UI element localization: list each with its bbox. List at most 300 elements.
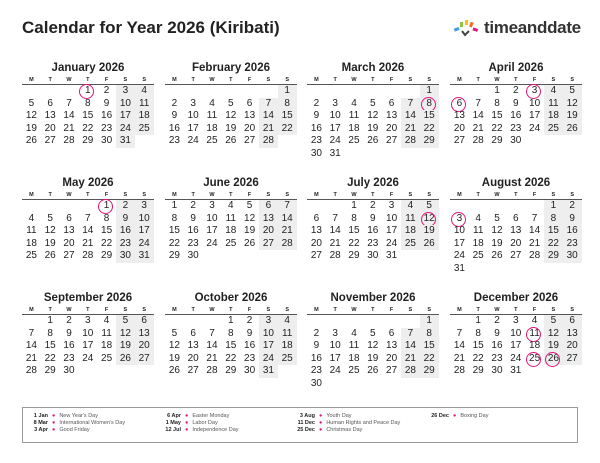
day-cell[interactable]: 24 [259, 353, 278, 366]
holiday-day[interactable]: 8 [420, 98, 439, 111]
day-cell[interactable]: 17 [135, 225, 154, 238]
day-cell[interactable]: 19 [367, 122, 379, 134]
day-cell[interactable]: 27 [563, 353, 582, 366]
day-cell[interactable]: 24 [206, 237, 218, 249]
day-cell[interactable]: 23 [101, 122, 113, 134]
day-cell[interactable]: 7 [259, 98, 278, 111]
day-cell[interactable]: 15 [225, 340, 237, 351]
day-cell[interactable]: 20 [563, 340, 582, 353]
day-cell[interactable]: 11 [206, 110, 218, 121]
day-cell[interactable]: 22 [101, 237, 113, 249]
day-cell[interactable]: 16 [244, 340, 256, 351]
day-cell[interactable]: 6 [47, 97, 53, 109]
day-cell[interactable]: 18 [25, 237, 37, 249]
day-cell[interactable]: 19 [420, 225, 439, 238]
day-cell[interactable]: 27 [187, 365, 199, 376]
day-cell[interactable]: 23 [491, 352, 503, 364]
day-cell[interactable]: 15 [278, 110, 297, 123]
day-cell[interactable]: 10 [329, 110, 341, 121]
day-cell[interactable]: 22 [544, 238, 563, 251]
day-cell[interactable]: 27 [453, 135, 465, 146]
day-cell[interactable]: 28 [206, 365, 218, 376]
day-cell[interactable]: 23 [563, 238, 582, 251]
day-cell[interactable]: 26 [491, 250, 503, 261]
day-cell[interactable]: 7 [209, 327, 215, 339]
day-cell[interactable]: 13 [310, 225, 322, 236]
day-cell[interactable]: 5 [420, 200, 439, 213]
day-cell[interactable]: 27 [244, 135, 256, 146]
day-cell[interactable]: 18 [544, 110, 563, 123]
day-cell[interactable]: 6 [135, 315, 154, 328]
day-cell[interactable]: 17 [259, 340, 278, 353]
day-cell[interactable]: 3 [209, 200, 215, 211]
day-cell[interactable]: 20 [310, 237, 322, 249]
day-cell[interactable]: 11 [401, 213, 420, 226]
day-cell[interactable]: 1 [494, 85, 500, 96]
day-cell[interactable]: 28 [453, 365, 465, 376]
day-cell[interactable]: 11 [26, 225, 37, 236]
day-cell[interactable]: 27 [135, 353, 154, 366]
day-cell[interactable]: 11 [544, 98, 563, 111]
day-cell[interactable]: 10 [187, 110, 199, 121]
day-cell[interactable]: 6 [388, 327, 395, 339]
day-cell[interactable]: 23 [367, 237, 379, 249]
day-cell[interactable]: 28 [401, 365, 420, 378]
day-cell[interactable]: 26 [367, 365, 379, 376]
day-cell[interactable]: 11 [473, 225, 484, 236]
day-cell[interactable]: 9 [370, 212, 376, 224]
day-cell[interactable]: 24 [329, 365, 341, 376]
day-cell[interactable]: 17 [453, 237, 465, 249]
day-cell[interactable]: 16 [491, 340, 503, 351]
day-cell[interactable]: 19 [563, 110, 582, 123]
day-cell[interactable]: 28 [472, 135, 484, 146]
day-cell[interactable]: 26 [420, 238, 439, 251]
day-cell[interactable]: 5 [370, 327, 376, 339]
holiday-day[interactable]: 6 [450, 98, 469, 111]
day-cell[interactable]: 20 [259, 225, 278, 238]
day-cell[interactable]: 19 [225, 122, 237, 134]
day-cell[interactable]: 10 [259, 328, 278, 341]
day-cell[interactable]: 28 [63, 135, 75, 146]
day-cell[interactable]: 25 [472, 250, 484, 261]
day-cell[interactable]: 23 [244, 352, 256, 364]
day-cell[interactable]: 13 [244, 110, 256, 121]
holiday-day[interactable]: 26 [544, 353, 563, 366]
day-cell[interactable]: 2 [513, 85, 519, 96]
day-cell[interactable]: 19 [116, 340, 135, 353]
day-cell[interactable]: 20 [63, 237, 75, 249]
day-cell[interactable]: 5 [494, 212, 500, 224]
day-cell[interactable]: 5 [370, 97, 376, 109]
day-cell[interactable]: 10 [206, 212, 218, 224]
day-cell[interactable]: 9 [563, 213, 582, 226]
day-cell[interactable]: 30 [310, 377, 322, 389]
day-cell[interactable]: 15 [44, 340, 56, 351]
day-cell[interactable]: 12 [491, 225, 503, 236]
day-cell[interactable]: 22 [168, 237, 180, 249]
day-cell[interactable]: 26 [168, 365, 180, 376]
day-cell[interactable]: 24 [386, 237, 398, 249]
day-cell[interactable]: 2 [190, 200, 196, 211]
day-cell[interactable]: 21 [453, 352, 465, 364]
day-cell[interactable]: 26 [367, 135, 379, 146]
day-cell[interactable]: 31 [329, 147, 341, 159]
day-cell[interactable]: 2 [313, 97, 320, 109]
day-cell[interactable]: 17 [206, 225, 218, 236]
day-cell[interactable]: 23 [116, 238, 135, 251]
day-cell[interactable]: 6 [513, 212, 519, 224]
day-cell[interactable]: 14 [206, 340, 218, 351]
day-cell[interactable]: 9 [313, 110, 320, 121]
day-cell[interactable]: 15 [82, 110, 94, 121]
day-cell[interactable]: 9 [66, 327, 72, 339]
day-cell[interactable]: 29 [225, 365, 237, 376]
day-cell[interactable]: 25 [544, 123, 563, 136]
day-cell[interactable]: 25 [135, 123, 154, 136]
day-cell[interactable]: 29 [420, 365, 439, 378]
day-cell[interactable]: 20 [453, 122, 465, 134]
day-cell[interactable]: 2 [313, 327, 320, 339]
day-cell[interactable]: 26 [244, 237, 256, 249]
day-cell[interactable]: 28 [259, 135, 278, 148]
day-cell[interactable]: 4 [531, 315, 538, 326]
day-cell[interactable]: 12 [563, 98, 582, 111]
day-cell[interactable]: 6 [313, 212, 320, 224]
day-cell[interactable]: 24 [510, 352, 522, 364]
day-cell[interactable]: 10 [329, 340, 341, 351]
day-cell[interactable]: 5 [544, 315, 563, 328]
day-cell[interactable]: 12 [367, 110, 379, 121]
day-cell[interactable]: 22 [420, 123, 439, 136]
day-cell[interactable]: 3 [332, 97, 338, 109]
day-cell[interactable]: 7 [332, 212, 338, 224]
day-cell[interactable]: 24 [329, 135, 341, 146]
day-cell[interactable]: 17 [329, 122, 341, 134]
day-cell[interactable]: 15 [420, 110, 439, 123]
day-cell[interactable]: 23 [310, 135, 322, 146]
day-cell[interactable]: 21 [472, 122, 484, 134]
day-cell[interactable]: 29 [420, 135, 439, 148]
day-cell[interactable]: 27 [63, 250, 75, 261]
timeanddate-logo[interactable] [452, 18, 581, 38]
day-cell[interactable]: 12 [225, 110, 237, 121]
day-cell[interactable]: 17 [529, 110, 541, 121]
day-cell[interactable]: 10 [386, 212, 398, 224]
day-cell[interactable]: 17 [510, 340, 522, 351]
day-cell[interactable]: 22 [472, 352, 484, 364]
day-cell[interactable]: 6 [259, 200, 278, 213]
day-cell[interactable]: 21 [529, 237, 541, 249]
day-cell[interactable]: 15 [420, 340, 439, 353]
day-cell[interactable]: 20 [386, 122, 398, 134]
day-cell[interactable]: 14 [63, 110, 75, 121]
day-cell[interactable]: 16 [168, 122, 180, 134]
day-cell[interactable]: 29 [472, 365, 484, 376]
holiday-day[interactable]: 1 [97, 200, 116, 213]
day-cell[interactable]: 21 [82, 237, 94, 249]
day-cell[interactable]: 7 [85, 212, 91, 224]
day-cell[interactable]: 21 [278, 225, 297, 238]
day-cell[interactable]: 8 [85, 97, 91, 109]
day-cell[interactable]: 24 [453, 250, 465, 261]
day-cell[interactable]: 28 [82, 250, 94, 261]
day-cell[interactable]: 27 [386, 365, 398, 376]
day-cell[interactable]: 9 [171, 110, 178, 121]
day-cell[interactable]: 27 [44, 135, 56, 146]
day-cell[interactable]: 7 [531, 212, 538, 224]
day-cell[interactable]: 18 [135, 110, 154, 123]
day-cell[interactable]: 5 [246, 200, 253, 211]
day-cell[interactable]: 26 [116, 353, 135, 366]
day-cell[interactable]: 14 [401, 110, 420, 123]
day-cell[interactable]: 10 [82, 327, 94, 339]
day-cell[interactable]: 25 [225, 237, 237, 249]
day-cell[interactable]: 12 [168, 340, 180, 351]
day-cell[interactable]: 31 [510, 365, 522, 376]
day-cell[interactable]: 7 [401, 98, 420, 111]
day-cell[interactable]: 19 [367, 352, 379, 364]
day-cell[interactable]: 1 [544, 200, 563, 213]
day-cell[interactable]: 4 [135, 85, 154, 98]
day-cell[interactable]: 27 [386, 135, 398, 146]
day-cell[interactable]: 21 [63, 122, 75, 134]
day-cell[interactable]: 12 [25, 110, 37, 121]
day-cell[interactable]: 17 [187, 122, 199, 134]
day-cell[interactable]: 25 [348, 365, 360, 376]
day-cell[interactable]: 7 [456, 327, 463, 339]
day-cell[interactable]: 10 [453, 225, 465, 236]
day-cell[interactable]: 23 [187, 237, 199, 249]
day-cell[interactable]: 18 [225, 225, 237, 236]
day-cell[interactable]: 19 [491, 237, 503, 249]
day-cell[interactable]: 1 [475, 315, 481, 326]
holiday-day[interactable]: 11 [525, 328, 544, 341]
day-cell[interactable]: 8 [228, 327, 234, 339]
day-cell[interactable]: 29 [491, 135, 503, 146]
day-cell[interactable]: 24 [187, 135, 199, 146]
day-cell[interactable]: 16 [310, 122, 322, 134]
day-cell[interactable]: 3 [332, 327, 338, 339]
day-cell[interactable]: 11 [135, 98, 154, 111]
day-cell[interactable]: 28 [401, 135, 420, 148]
day-cell[interactable]: 19 [544, 340, 563, 353]
day-cell[interactable]: 26 [225, 135, 237, 146]
day-cell[interactable]: 10 [116, 98, 135, 111]
day-cell[interactable]: 21 [25, 352, 37, 364]
holiday-day[interactable]: 3 [450, 213, 469, 226]
day-cell[interactable]: 29 [348, 250, 360, 261]
day-cell[interactable]: 30 [244, 365, 256, 376]
day-cell[interactable]: 16 [563, 225, 582, 238]
day-cell[interactable]: 22 [82, 122, 94, 134]
day-cell[interactable]: 29 [82, 135, 94, 146]
day-cell[interactable]: 4 [209, 97, 215, 109]
day-cell[interactable]: 26 [563, 123, 582, 136]
day-cell[interactable]: 28 [529, 250, 541, 261]
day-cell[interactable]: 21 [401, 123, 420, 136]
day-cell[interactable]: 8 [47, 327, 53, 339]
day-cell[interactable]: 13 [453, 110, 465, 121]
day-cell[interactable]: 13 [510, 225, 522, 236]
day-cell[interactable]: 4 [228, 200, 234, 211]
day-cell[interactable]: 15 [544, 225, 563, 238]
day-cell[interactable]: 3 [388, 200, 395, 211]
day-cell[interactable]: 9 [246, 327, 253, 339]
day-cell[interactable]: 7 [278, 200, 297, 213]
day-cell[interactable]: 12 [44, 225, 56, 236]
day-cell[interactable]: 24 [529, 122, 541, 134]
day-cell[interactable]: 28 [25, 365, 37, 376]
day-cell[interactable]: 26 [44, 250, 56, 261]
day-cell[interactable]: 17 [386, 225, 398, 236]
day-cell[interactable]: 16 [63, 340, 75, 351]
day-cell[interactable]: 3 [190, 97, 196, 109]
day-cell[interactable]: 5 [171, 327, 178, 339]
day-cell[interactable]: 13 [44, 110, 56, 121]
day-cell[interactable]: 22 [491, 122, 503, 134]
day-cell[interactable]: 8 [475, 327, 481, 339]
day-cell[interactable]: 5 [47, 212, 53, 224]
day-cell[interactable]: 11 [101, 327, 112, 339]
day-cell[interactable]: 13 [135, 328, 154, 341]
day-cell[interactable]: 15 [472, 340, 484, 351]
day-cell[interactable]: 14 [278, 213, 297, 226]
day-cell[interactable]: 1 [278, 85, 297, 98]
day-cell[interactable]: 11 [225, 212, 236, 224]
day-cell[interactable]: 4 [278, 315, 297, 328]
day-cell[interactable]: 29 [44, 365, 56, 376]
day-cell[interactable]: 3 [259, 315, 278, 328]
day-cell[interactable]: 19 [25, 122, 37, 134]
day-cell[interactable]: 16 [116, 225, 135, 238]
day-cell[interactable]: 13 [386, 110, 398, 121]
day-cell[interactable]: 25 [401, 238, 420, 251]
day-cell[interactable]: 30 [563, 250, 582, 263]
day-cell[interactable]: 8 [351, 212, 357, 224]
day-cell[interactable]: 8 [103, 212, 110, 224]
day-cell[interactable]: 15 [101, 225, 113, 236]
day-cell[interactable]: 2 [370, 200, 376, 211]
day-cell[interactable]: 18 [401, 225, 420, 238]
day-cell[interactable]: 11 [348, 110, 360, 121]
day-cell[interactable]: 30 [116, 250, 135, 263]
day-cell[interactable]: 15 [348, 225, 360, 236]
day-cell[interactable]: 27 [510, 250, 522, 261]
day-cell[interactable]: 13 [386, 340, 398, 351]
day-cell[interactable]: 30 [367, 250, 379, 261]
day-cell[interactable]: 18 [472, 237, 484, 249]
day-cell[interactable]: 23 [310, 365, 322, 376]
day-cell[interactable]: 21 [259, 123, 278, 136]
day-cell[interactable]: 20 [135, 340, 154, 353]
day-cell[interactable]: 14 [82, 225, 94, 236]
day-cell[interactable]: 14 [329, 225, 341, 236]
day-cell[interactable]: 30 [101, 135, 113, 146]
day-cell[interactable]: 6 [66, 212, 72, 224]
day-cell[interactable]: 13 [563, 328, 582, 341]
day-cell[interactable]: 4 [401, 200, 420, 213]
day-cell[interactable]: 7 [475, 97, 481, 109]
day-cell[interactable]: 7 [66, 97, 72, 109]
day-cell[interactable]: 18 [529, 340, 541, 351]
day-cell[interactable]: 29 [544, 250, 563, 263]
day-cell[interactable]: 4 [351, 97, 357, 109]
day-cell[interactable]: 14 [453, 340, 465, 351]
day-cell[interactable]: 9 [313, 340, 320, 351]
day-cell[interactable]: 22 [44, 352, 56, 364]
day-cell[interactable]: 22 [278, 123, 297, 136]
day-cell[interactable]: 16 [310, 352, 322, 364]
day-cell[interactable]: 13 [259, 213, 278, 226]
day-cell[interactable]: 1 [47, 315, 53, 326]
day-cell[interactable]: 4 [351, 327, 357, 339]
day-cell[interactable]: 21 [206, 352, 218, 364]
day-cell[interactable]: 14 [259, 110, 278, 123]
day-cell[interactable]: 23 [63, 352, 75, 364]
day-cell[interactable]: 1 [171, 200, 178, 211]
day-cell[interactable]: 2 [171, 97, 178, 109]
day-cell[interactable]: 8 [278, 98, 297, 111]
day-cell[interactable]: 4 [544, 85, 563, 98]
day-cell[interactable]: 7 [401, 328, 420, 341]
day-cell[interactable]: 30 [310, 147, 322, 159]
day-cell[interactable]: 31 [386, 250, 398, 261]
day-cell[interactable]: 10 [510, 327, 522, 339]
day-cell[interactable]: 27 [259, 238, 278, 251]
day-cell[interactable]: 2 [103, 85, 110, 96]
day-cell[interactable]: 4 [475, 212, 481, 224]
day-cell[interactable]: 3 [135, 200, 154, 213]
day-cell[interactable]: 20 [44, 122, 56, 134]
day-cell[interactable]: 12 [116, 328, 135, 341]
day-cell[interactable]: 1 [420, 85, 439, 98]
day-cell[interactable]: 9 [190, 212, 196, 224]
day-cell[interactable]: 8 [494, 97, 500, 109]
day-cell[interactable]: 1 [351, 200, 357, 211]
day-cell[interactable]: 16 [101, 110, 113, 121]
day-cell[interactable]: 3 [85, 315, 91, 326]
day-cell[interactable]: 1 [228, 315, 234, 326]
day-cell[interactable]: 31 [116, 135, 135, 148]
day-cell[interactable]: 15 [491, 110, 503, 121]
day-cell[interactable]: 18 [348, 352, 360, 364]
day-cell[interactable]: 9 [513, 97, 519, 109]
day-cell[interactable]: 14 [25, 340, 37, 351]
day-cell[interactable]: 25 [348, 135, 360, 146]
day-cell[interactable]: 10 [135, 213, 154, 226]
day-cell[interactable]: 19 [44, 237, 56, 249]
day-cell[interactable]: 5 [228, 97, 234, 109]
day-cell[interactable]: 29 [168, 250, 180, 261]
day-cell[interactable]: 2 [563, 200, 582, 213]
day-cell[interactable]: 17 [82, 340, 94, 351]
day-cell[interactable]: 30 [187, 250, 199, 261]
day-cell[interactable]: 31 [259, 365, 278, 378]
day-cell[interactable]: 30 [63, 365, 75, 376]
day-cell[interactable]: 8 [544, 213, 563, 226]
day-cell[interactable]: 2 [246, 315, 253, 326]
day-cell[interactable]: 14 [529, 225, 541, 236]
day-cell[interactable]: 1 [420, 315, 439, 328]
day-cell[interactable]: 12 [244, 212, 256, 224]
day-cell[interactable]: 22 [348, 237, 360, 249]
day-cell[interactable]: 27 [310, 250, 322, 261]
day-cell[interactable]: 22 [225, 352, 237, 364]
day-cell[interactable]: 13 [63, 225, 75, 236]
day-cell[interactable]: 31 [453, 262, 465, 274]
holiday-day[interactable]: 25 [525, 353, 544, 366]
